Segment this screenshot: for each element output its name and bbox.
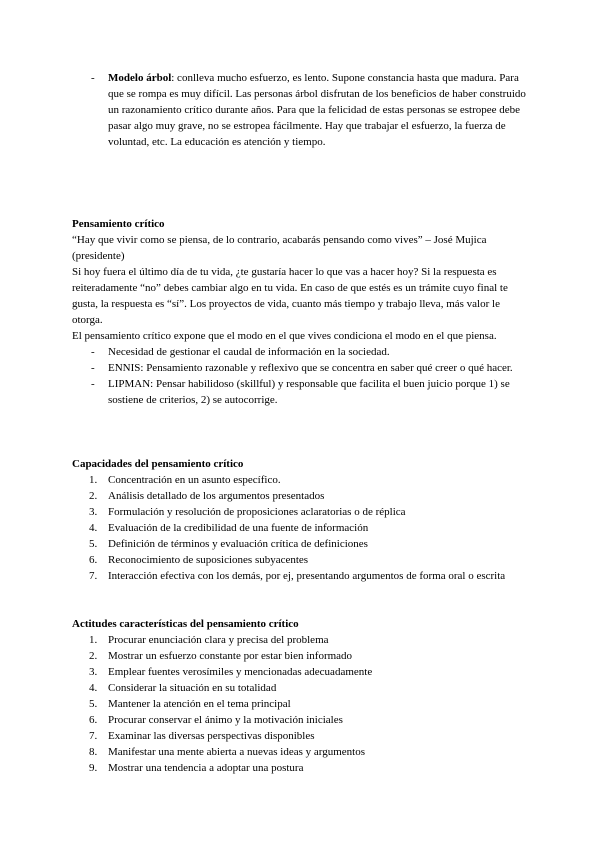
modelo-arbol-text: : conlleva mucho esfuerzo, es lento. Supone constancia hasta que madura. Para que se rompa es muy difícil. Las personas árbol disfrutan de los beneficios de haber construido un razonamiento crítico durante años. Para que la felicidad de estas personas se estropee debe pasar algo muy grave, no se estropea fácilmente. Hay que trabajar el esfuerzo, la fuerza de voluntad, etc. La educación es atención y tiempo. — [108, 72, 526, 148]
list-item-text: Concentración en un asunto específico. — [108, 474, 281, 486]
list-item — [72, 632, 528, 648]
list-item-number: 5. — [89, 538, 98, 550]
list-item — [72, 728, 528, 744]
list-item — [72, 552, 528, 568]
list-item — [72, 472, 528, 488]
modo-vives-paragraph: El pensamiento crítico expone que el modo en el que vives condiciona el modo en el que piensa. — [72, 330, 497, 342]
list-item-number: 1. — [89, 474, 98, 486]
list-item-text: Emplear fuentes verosímiles y mencionadas adecuadamente — [108, 666, 373, 678]
bullet-text: LIPMAN: Pensar habilidoso (skillful) y responsable que facilita el buen juicio porque 1) se sostiene de criterios, 2) se autocorrige. — [108, 378, 510, 406]
bullet-text: ENNIS: Pensamiento razonable y reflexivo que se concentra en saber qué creer o qué hacer. — [108, 362, 513, 374]
modelo-arbol-list — [72, 70, 528, 150]
list-item-number: 7. — [89, 730, 98, 742]
list-item-text: Mostrar un esfuerzo constante por estar bien informado — [108, 650, 353, 662]
actitudes-heading: Actitudes características del pensamiento crítico — [72, 618, 299, 630]
modelo-arbol-item — [72, 70, 528, 150]
pensamiento-critico-heading: Pensamiento crítico — [72, 218, 165, 230]
list-item-number: 2. — [89, 490, 98, 502]
list-item-number: 4. — [89, 522, 98, 534]
list-item-text: Procurar conservar el ánimo y la motivación iniciales — [108, 714, 343, 726]
list-item-number: 4. — [89, 682, 98, 694]
list-item-number: 6. — [89, 554, 98, 566]
capacidades-heading: Capacidades del pensamiento crítico — [72, 458, 244, 470]
list-item-text: Definición de términos y evaluación crítica de definiciones — [108, 538, 368, 550]
list-item-text: Evaluación de la credibilidad de una fuente de información — [108, 522, 369, 534]
list-item-text: Reconocimiento de suposiciones subyacentes — [108, 554, 309, 566]
actitudes-list — [72, 632, 528, 776]
list-item-number: 3. — [89, 506, 98, 518]
list-item-number: 1. — [89, 634, 98, 646]
list-item-text: Manifestar una mente abierta a nuevas ideas y argumentos — [108, 746, 365, 758]
list-item-text: Mantener la atención en el tema principal — [108, 698, 291, 710]
list-item — [72, 488, 528, 504]
list-item-number: 3. — [89, 666, 98, 678]
list-item-number: 6. — [89, 714, 98, 726]
list-item — [72, 744, 528, 760]
pensamiento-bullets — [72, 344, 528, 408]
list-item-text: Formulación y resolución de proposiciones aclaratorias o de réplica — [108, 506, 406, 518]
list-item — [72, 712, 528, 728]
list-item-number: 5. — [89, 698, 98, 710]
list-item-text: Análisis detallado de los argumentos presentados — [108, 490, 325, 502]
pensamiento-critico-section — [72, 216, 528, 408]
list-item — [72, 696, 528, 712]
modelo-arbol-term: Modelo árbol — [108, 72, 172, 84]
mujica-quote: “Hay que vivir como se piensa, de lo contrario, acabarás pensando como vives” – José Mujica (presidente) — [72, 234, 487, 262]
bullet-text: Necesidad de gestionar el caudal de información en la sociedad. — [108, 346, 390, 358]
list-item — [72, 568, 528, 584]
list-item-text: Interacción efectiva con los demás, por ej, presentando argumentos de forma oral o escrita — [108, 570, 506, 582]
list-item — [72, 664, 528, 680]
capacidades-section — [72, 456, 528, 584]
list-item-text: Considerar la situación en su totalidad — [108, 682, 277, 694]
list-item-number: 8. — [89, 746, 98, 758]
list-item — [72, 648, 528, 664]
list-item — [72, 680, 528, 696]
list-item-text: Mostrar una tendencia a adoptar una postura — [108, 762, 304, 774]
bullet-item — [72, 344, 528, 360]
list-item-number: 7. — [89, 570, 98, 582]
list-item — [72, 520, 528, 536]
bullet-item — [72, 376, 528, 408]
list-item-number: 2. — [89, 650, 98, 662]
bullet-item — [72, 360, 528, 376]
ultimo-dia-paragraph: Si hoy fuera el último día de tu vida, ¿te gustaría hacer lo que vas a hacer hoy? Si la respuesta es reiteradamente “no” debes cambiar algo en tu vida. En caso de que estés es un trámite cuyo final te gusta, la respuesta es “sí”. Los proyectos de vida, cuanto más tiempo y trabajo lleva, más valor le otorga. — [72, 266, 508, 326]
list-item — [72, 536, 528, 552]
list-item — [72, 504, 528, 520]
actitudes-section — [72, 616, 528, 776]
list-item-text: Examinar las diversas perspectivas disponibles — [108, 730, 315, 742]
list-item-number: 9. — [89, 762, 98, 774]
list-item — [72, 760, 528, 776]
capacidades-list — [72, 472, 528, 584]
list-item-text: Procurar enunciación clara y precisa del problema — [108, 634, 329, 646]
